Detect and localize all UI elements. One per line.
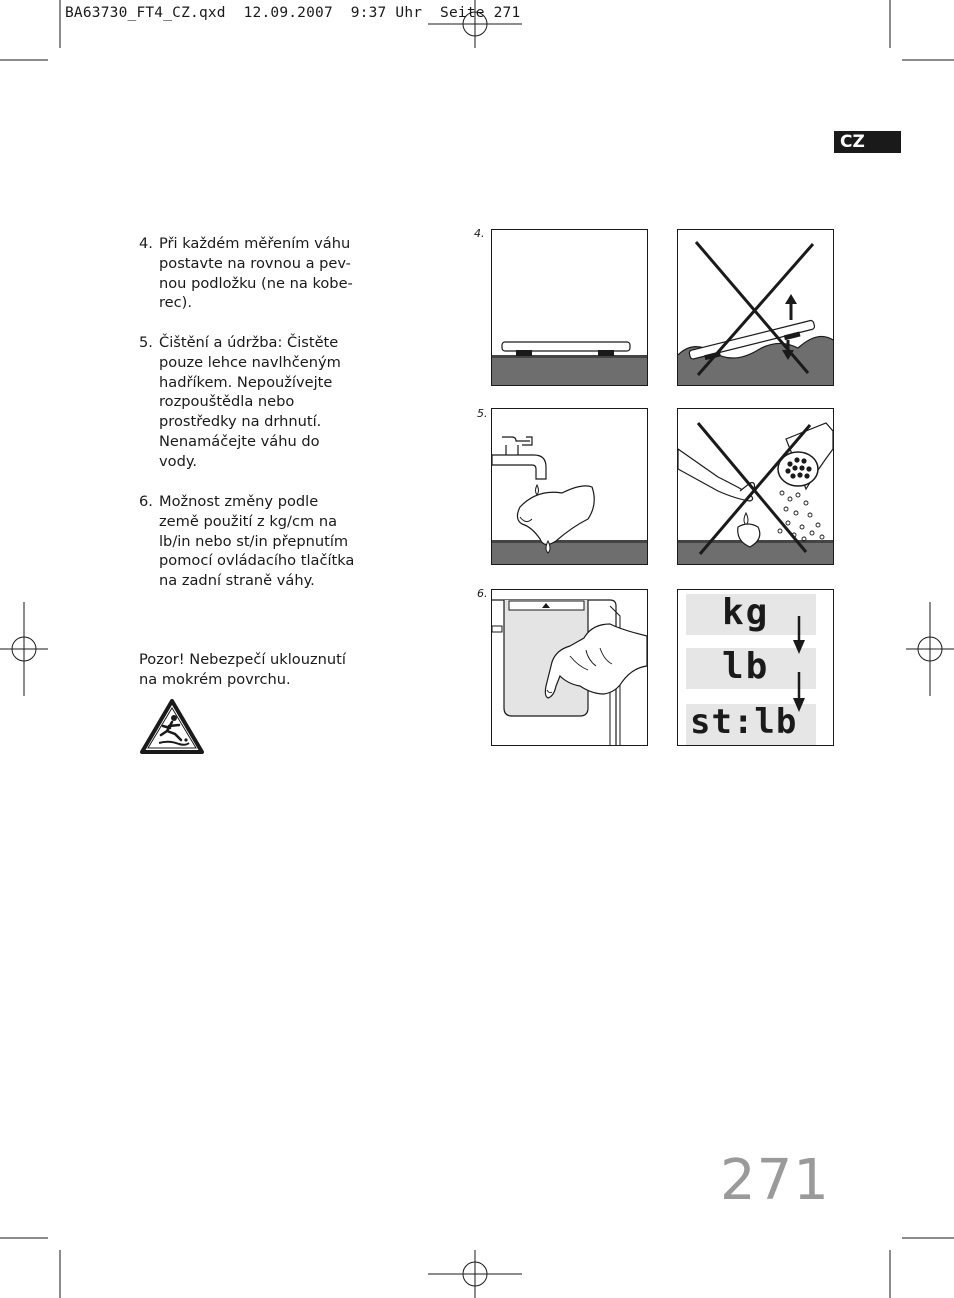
registration-mark-top <box>428 0 522 48</box>
page-number: 271 <box>720 1148 830 1213</box>
language-badge: CZ <box>834 131 901 153</box>
step-line: pomocí ovládacího tlačítka <box>159 552 355 570</box>
step-number: 5. <box>139 334 153 351</box>
step-line: Při každém měřením váhu <box>159 235 351 252</box>
step-line: postavte na rovnou a pev- <box>159 254 351 272</box>
step-6 <box>139 492 359 591</box>
registration-mark-right <box>906 602 954 696</box>
display-text: kg <box>722 592 770 633</box>
illustration-no-solvents-crossed <box>677 408 834 565</box>
arrow-down-icon <box>790 616 808 720</box>
step-line: pouze lehce navlhčeným <box>159 353 341 371</box>
step-line: Možnost změny podle <box>159 493 319 510</box>
step-line: země použití z kg/cm na <box>159 512 338 530</box>
step-line: nou podložku (ne na kobe- <box>159 274 353 292</box>
warning-line: na mokrém povrchu. <box>139 670 291 688</box>
figure-label-6: 6. <box>477 587 488 600</box>
illustration-damp-cloth <box>491 408 648 565</box>
display-text: st:lb <box>690 702 798 742</box>
display-text: lb <box>722 646 770 687</box>
step-5 <box>139 333 359 472</box>
step-number: 4. <box>139 235 153 252</box>
slip-warning <box>139 650 369 690</box>
step-4 <box>139 234 359 313</box>
print-header: BA63730_FT4_CZ.qxd 12.09.2007 9:37 Uhr Seite 271 <box>65 5 521 21</box>
illustration-unit-display <box>677 589 834 746</box>
figure-label-5: 5. <box>477 407 488 420</box>
step-line: Nenamáčejte váhu do <box>159 432 320 450</box>
step-line: rec). <box>159 294 193 312</box>
step-line: rozpouštědla nebo <box>159 393 295 411</box>
step-line: hadříkem. Nepoužívejte <box>159 373 333 391</box>
step-line: Čištění a údržba: Čistěte <box>159 334 339 351</box>
step-number: 6. <box>139 493 153 510</box>
step-line: vody. <box>159 452 198 470</box>
step-line: prostředky na drhnutí. <box>159 413 322 431</box>
registration-mark-left <box>0 602 48 696</box>
warning-line: Pozor! Nebezpečí uklouznutí <box>139 651 346 668</box>
illustration-unit-button-press <box>491 589 648 746</box>
registration-mark-bottom <box>428 1250 522 1298</box>
illustration-scale-flat-floor <box>491 229 648 386</box>
step-line: lb/in nebo st/in přepnutím <box>159 532 349 550</box>
step-line: na zadní straně váhy. <box>159 572 315 590</box>
slippery-floor-warning-icon <box>139 698 205 756</box>
illustration-scale-on-carpet-crossed <box>677 229 834 386</box>
figure-label-4: 4. <box>474 227 485 240</box>
